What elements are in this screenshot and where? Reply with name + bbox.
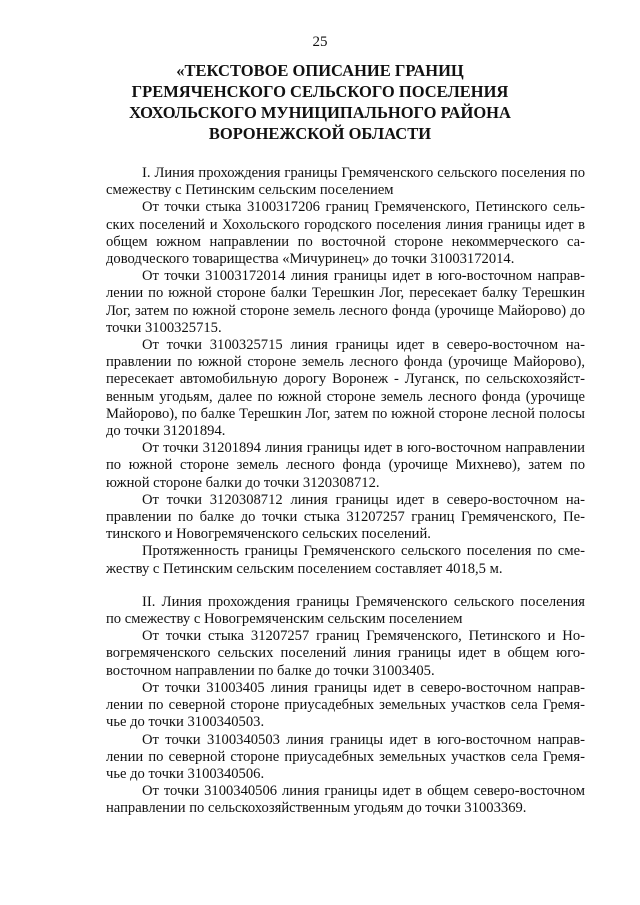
document-body [106,165,585,818]
page-number: 25 [312,34,328,50]
section-2-paragraph-4: От точки 3100340506 линия границы идет в общем северо-восточном направлении по сельскохозяйственным угодьям до точки 31003369. [106,783,585,817]
title-line-2: ГРЕМЯЧЕНСКОГО СЕЛЬСКОГО ПОСЕЛЕНИЯ [131,82,509,101]
section-1-paragraph-4: От точки 31201894 линия границы идет в юго-восточном направлении по южной стороне земель лесного фонда (урочище Михнево), затем по южной стороне балки до точки 3120308712. [106,440,585,491]
section-1-heading: I. Линия прохождения границы Гремяченского сельского поселения по смежеству с Петинским сельским поселением [106,165,585,199]
section-spacer [106,578,585,594]
section-1-length-paragraph: Протяженность границы Гремяченского сельского поселения по смежеству с Петинским сельским поселением составляет 4018,5 м. [106,543,585,577]
section-1-paragraph-3: От точки 3100325715 линия границы идет в северо-восточном направлении по южной стороне земель лесного фонда (урочище Майорово), пересекает автомобильную дорогу Воронеж - Луганск, по сельскохозяйственным угодьям, далее по южной стороне земель лесного фонда (урочище Майорово), по балке Терешкин Лог, затем по южной стороне лесной полосы до точки 31201894. [106,337,585,440]
section-2-paragraph-2: От точки 31003405 линия границы идет в северо-восточном направлении по северной стороне приусадебных земельных участков села Гремячье до точки 3100340503. [106,679,585,731]
section-2-paragraph-1: От точки стыка 31207257 границ Гремяченского, Петинского и Новогремяченского сельских поселений линия границы идет в общем юго-восточном направлении по балке до точки 31003405. [106,628,585,679]
title-line-3: ХОХОЛЬСКОГО МУНИЦИПАЛЬНОГО РАЙОНА [129,103,511,122]
title-line-1: «ТЕКСТОВОЕ ОПИСАНИЕ ГРАНИЦ [176,61,464,80]
section-2-paragraph-3: От точки 3100340503 линия границы идет в юго-восточном направлении по северной стороне приусадебных земельных участков села Гремячье до точки 3100340506. [106,731,585,782]
section-1-paragraph-1: От точки стыка 3100317206 границ Гремяченского, Петинского сельских поселений и Хохольского городского поселения линия границы идет в общем южном направлении по восточной стороне некоммерческого садоводческого товарищества «Мичуринец» до точки 31003172014. [106,199,585,268]
section-1-paragraph-5: От точки 3120308712 линия границы идет в северо-восточном направлении по балке до точки стыка 31207257 границ Гремяченского, Петинского и Новогремяченского сельских поселений. [106,491,585,543]
section-2-heading: II. Линия прохождения границы Гремяченского сельского поселения по смежеству с Новогремяченским сельским поселением [106,593,585,628]
section-1-paragraph-2: От точки 31003172014 линия границы идет в юго-восточном направлении по южной стороне балки Терешкин Лог, пересекает балку Терешкин Лог, затем по южной стороне земель лесного фонда (урочище Майорово) до точки 3100325715. [106,268,585,336]
document-title [60,60,580,144]
title-line-4: ВОРОНЕЖСКОЙ ОБЛАСТИ [208,124,432,143]
